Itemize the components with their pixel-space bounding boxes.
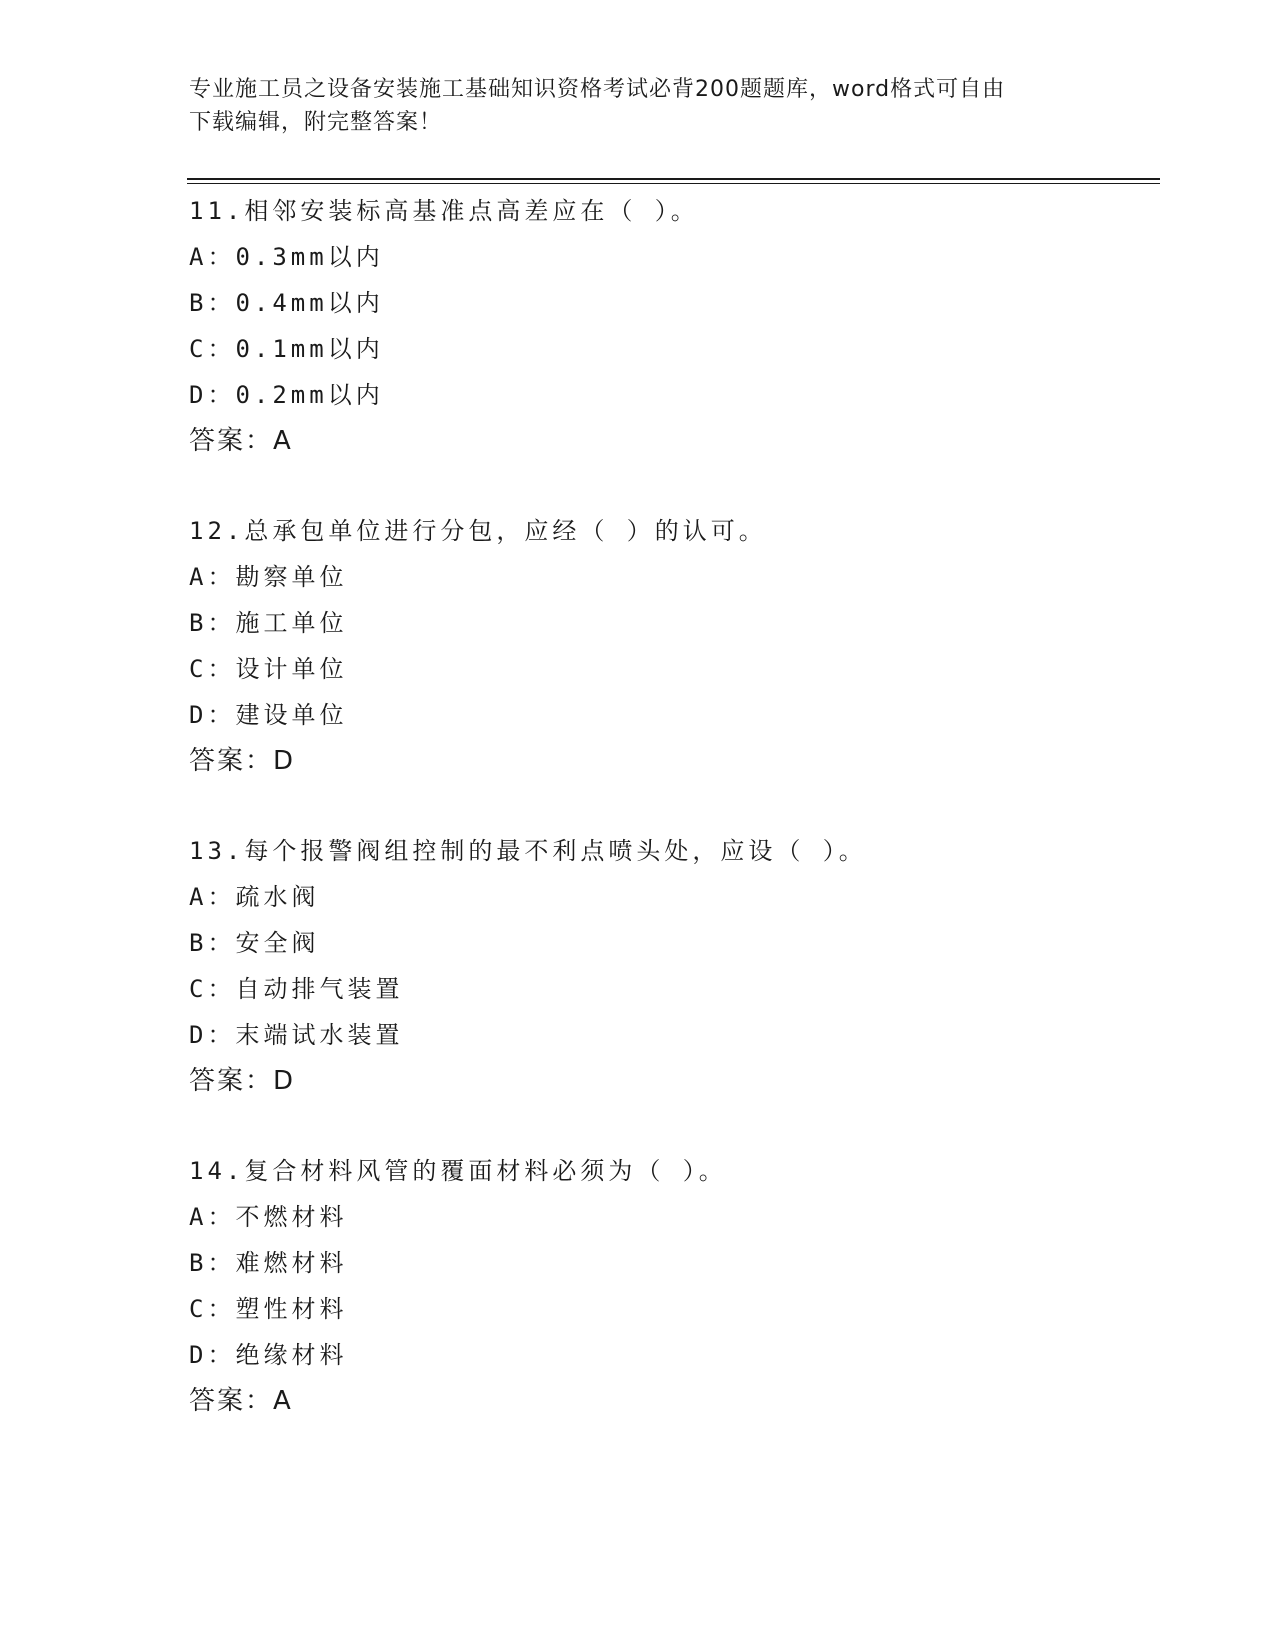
option-d: D：0.2mm以内 (189, 381, 384, 409)
answer-label: 答案：D (189, 1066, 296, 1096)
question-stem: 12.总承包单位进行分包，应经（ ）的认可。 (189, 517, 767, 545)
question-stem: 11.相邻安装标高基准点高差应在（ ）。 (189, 197, 699, 225)
header-line-1: 专业施工员之设备安装施工基础知识资格考试必背200题题库，word格式可自由 (189, 77, 1006, 102)
header-divider-thin (187, 183, 1160, 184)
answer-label: 答案：A (189, 1386, 293, 1416)
question-13 (189, 828, 1149, 1104)
header-divider-thick (187, 178, 1160, 180)
option-a: A：不燃材料 (189, 1203, 348, 1231)
document-header (189, 73, 1089, 139)
option-b: B：安全阀 (189, 929, 320, 957)
option-c: C：0.1mm以内 (189, 335, 384, 363)
option-c: C：塑性材料 (189, 1295, 348, 1323)
option-b: B：0.4mm以内 (189, 289, 384, 317)
question-14 (189, 1148, 1149, 1424)
question-12 (189, 508, 1149, 784)
answer-label: 答案：A (189, 426, 293, 456)
question-stem: 13.每个报警阀组控制的最不利点喷头处，应设（ ）。 (189, 837, 867, 865)
option-d: D：建设单位 (189, 701, 348, 729)
option-a: A：0.3mm以内 (189, 243, 384, 271)
option-b: B：难燃材料 (189, 1249, 348, 1277)
answer-label: 答案：D (189, 746, 296, 776)
option-b: B：施工单位 (189, 609, 348, 637)
option-c: C：设计单位 (189, 655, 348, 683)
option-a: A：勘察单位 (189, 563, 348, 591)
header-line-2: 下载编辑，附完整答案！ (189, 110, 443, 135)
question-stem: 14.复合材料风管的覆面材料必须为（ ）。 (189, 1157, 727, 1185)
question-11 (189, 188, 1149, 464)
option-c: C：自动排气装置 (189, 975, 404, 1003)
option-d: D：绝缘材料 (189, 1341, 348, 1369)
option-d: D：末端试水装置 (189, 1021, 404, 1049)
option-a: A：疏水阀 (189, 883, 320, 911)
